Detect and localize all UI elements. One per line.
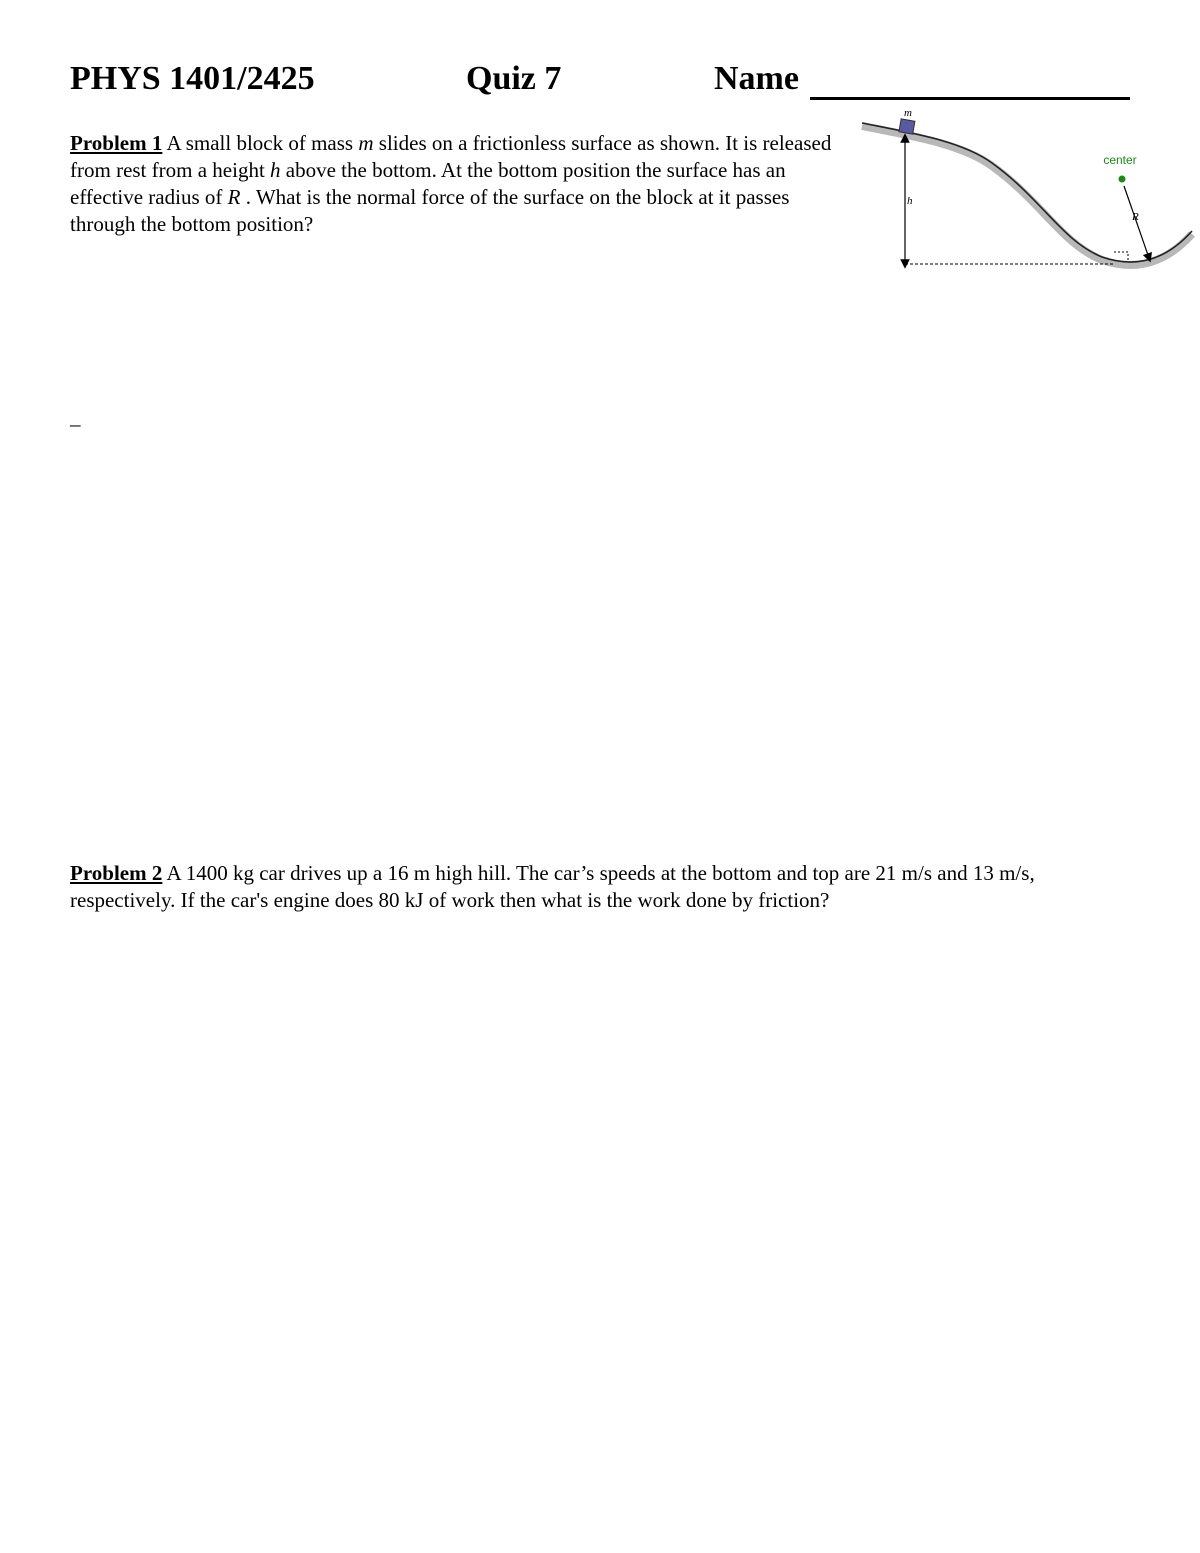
problem-1: [70, 130, 845, 238]
height-label: h: [907, 195, 913, 207]
problem-1-text-a: A small block of mass: [162, 131, 359, 155]
variable-R: R: [227, 185, 241, 209]
quiz-title: Quiz 7: [466, 60, 562, 97]
frictionless-surface-diagram: [852, 104, 1200, 276]
radius-label: R: [1132, 211, 1139, 223]
stray-dash: _: [70, 405, 81, 429]
problem-1-label: Problem 1: [70, 131, 163, 155]
quiz-header: [70, 60, 1140, 104]
problem-1-text-d: . What is the normal force of the surface on the block at it passes through the bottom position?: [70, 185, 790, 236]
name-blank-line[interactable]: [810, 97, 1130, 100]
problem-2-label: Problem 2: [70, 861, 163, 885]
block: [899, 119, 915, 134]
diagram-svg: [852, 104, 1200, 276]
problem-2-text: A 1400 kg car drives up a 16 m high hill. The car’s speeds at the bottom and top are 21 m/s and 13 m/s, respectively. If the car's engine does 80 kJ of work then what is the work done by friction?: [70, 861, 1035, 912]
center-label: center: [1103, 153, 1137, 167]
mass-label: m: [904, 107, 912, 119]
name-label: Name: [714, 60, 799, 97]
variable-m: m: [358, 131, 374, 155]
surface-line: [862, 123, 1192, 262]
course-number: PHYS 1401/2425: [70, 60, 315, 97]
center-point: [1119, 176, 1126, 183]
problem-1-text-b: slides on a frictionless surface as shown. It is released from rest from a height: [70, 131, 832, 182]
variable-h: h: [270, 158, 281, 182]
problem-2: [70, 860, 1130, 914]
problem-1-text-c: above the bottom. At the bottom position the surface has an effective radius of: [70, 158, 786, 209]
